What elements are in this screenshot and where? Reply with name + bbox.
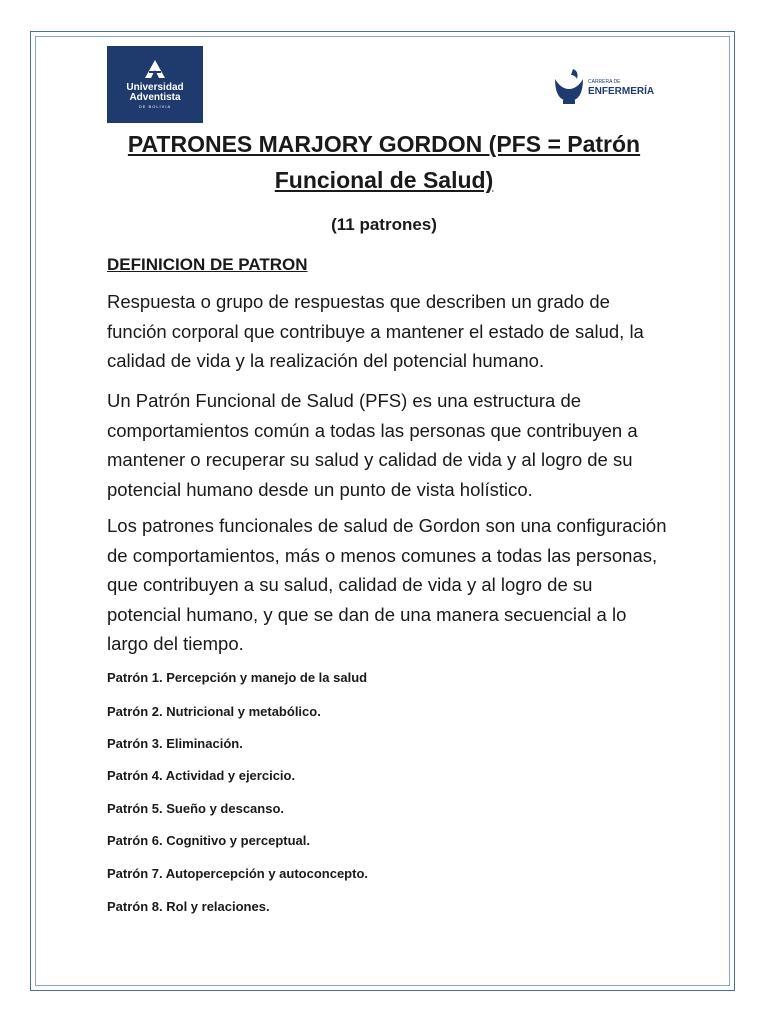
pattern-item: Patrón 2. Nutricional y metabólico.	[107, 704, 321, 719]
pattern-item: Patrón 6. Cognitivo y perceptual.	[107, 833, 310, 848]
pattern-item: Patrón 4. Actividad y ejercicio.	[107, 768, 296, 783]
pattern-item: Patrón 5. Sueño y descanso.	[107, 801, 284, 816]
pfs-paragraph: Un Patrón Funcional de Salud (PFS) es una estructura de comportamientos común a todas las personas que contribuyen a mantener o recuperar su salud y calidad de vida y al logro de su potencial humano desde un punto de vista holístico.	[107, 390, 638, 500]
gordon-paragraph: Los patrones funcionales de salud de Gordon son una configuración de comportamientos, más o menos comunes a todas las personas, que contribuyen a su salud, calidad de vida y al logro de su potencial humano, y que se dan de una manera secuencial a lo largo del tiempo.	[107, 515, 667, 654]
nursing-career-logo	[553, 67, 653, 107]
university-logo-line2: Adventista	[129, 92, 181, 103]
pattern-item: Patrón 3. Eliminación.	[107, 736, 243, 751]
university-logo-line1: Universidad	[126, 82, 184, 93]
nursing-logo-name: ENFERMERÍA	[588, 86, 655, 97]
section-heading: DEFINICION DE PATRON	[107, 255, 308, 274]
pattern-item: Patrón 7. Autopercepción y autoconcepto.	[107, 866, 368, 881]
page-subtitle: (11 patrones)	[331, 215, 437, 234]
definition-paragraph: Respuesta o grupo de respuestas que describen un grado de función corporal que contribuye a mantener el estado de salud, la calidad de vida y la realización del potencial humano.	[107, 291, 644, 371]
nursing-emblem-icon	[553, 67, 585, 105]
university-logo	[107, 46, 203, 123]
pattern-item: Patrón 8. Rol y relaciones.	[107, 899, 270, 914]
pattern-item: Patrón 1. Percepción y manejo de la salud	[107, 670, 368, 685]
university-logo-line3: DE BOLIVIA	[138, 104, 172, 109]
page-title: PATRONES MARJORY GORDON (PFS = Patrón Funcional de Salud)	[127, 131, 641, 193]
nursing-logo-caption: CARRERA DE	[588, 79, 621, 85]
university-emblem-icon	[145, 60, 165, 78]
